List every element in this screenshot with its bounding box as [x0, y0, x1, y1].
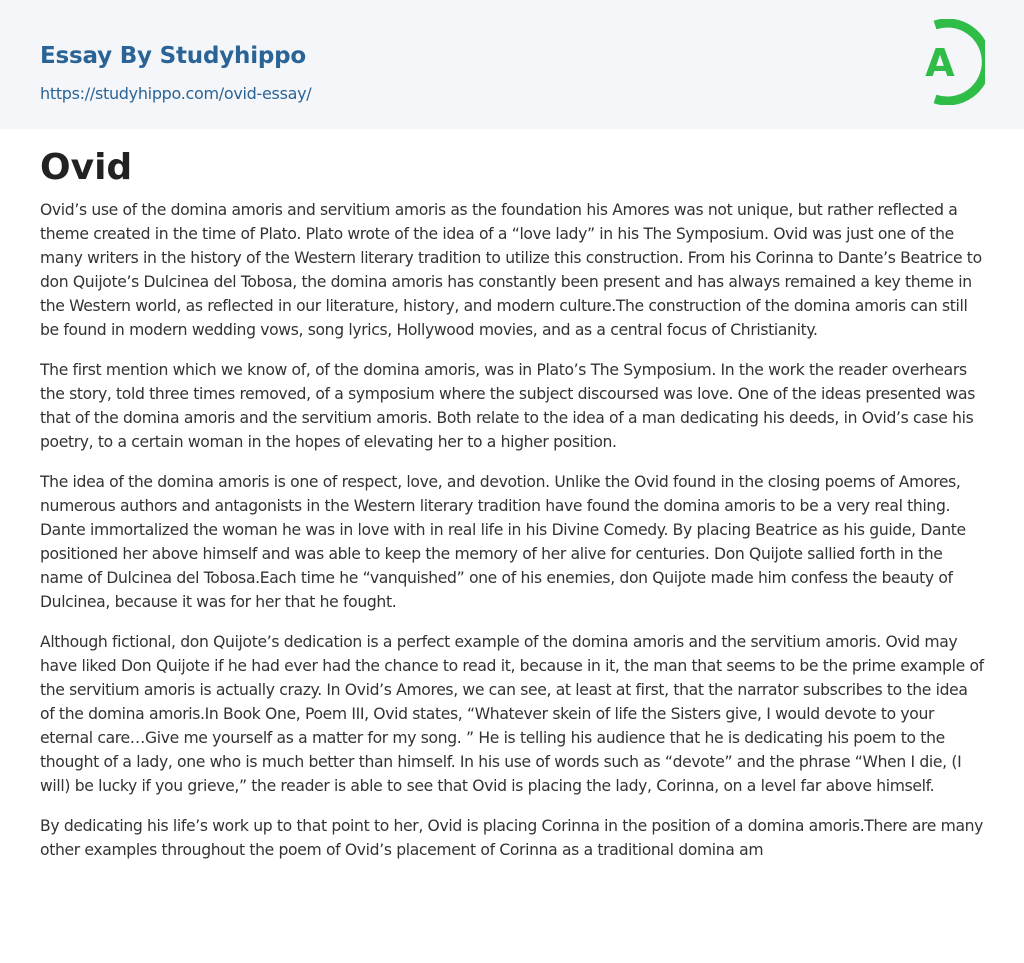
page-title: Ovid — [40, 147, 133, 188]
article-paragraph-5: By dedicating his life’s work up to that point to her, Ovid is placing Corinna in the position of a domina amoris.There are many other examples throughout the poem of Ovid’s placement of Corinna as a traditional domina am — [40, 817, 984, 859]
article-paragraph-1: Ovid’s use of the domina amoris and servitium amoris as the foundation his Amores was not unique, but rather reflected a theme created in the time of Plato. Plato wrote of the idea of a “love lady” in his The Symposium. Ovid was just one of the many writers in the history of the Western literary tradition to utilize this construction. From his Corinna to Dante’s Beatrice to don Quijote’s Dulcinea del Tobosa, the domina amoris has constantly been present and has always remained a key theme in the Western world, as reflected in our literature, history, and modern culture.The construction of the domina amoris can still be found in modern wedding vows, song lyrics, Hollywood movies, and as a central focus of Christianity. — [40, 201, 982, 339]
logo-letter: A — [925, 41, 955, 85]
article-paragraph-2: The first mention which we know of, of the domina amoris, was in Plato’s The Symposium. In the work the reader overhears the story, told three times removed, of a symposium where the subject discoursed was love. One of the ideas presented was that of the domina amoris and the servitium amoris. Both relate to the idea of a man dedicating his deeds, in Ovid’s case his poetry, to a certain woman in the hopes of elevating her to a higher position. — [40, 361, 975, 451]
article-paragraph-4: Although fictional, don Quijote’s dedication is a perfect example of the domina amoris and the servitium amoris. Ovid may have liked Don Quijote if he had ever had the chance to read it, because in it, the man that seems to be the prime example of the servitium amoris is actually crazy. In Ovid’s Amores, we can see, at least at first, that the narrator subscribes to the idea of the domina amoris.In Book One, Poem III, Ovid states, “Whatever skein of life the Sisters give, I would devote to your eternal care…Give me yourself as a matter for my song. ” He is telling his audience that he is dedicating his poem to the thought of a lady, one who is much better than himself. In his use of words such as “devote” and the phrase “When I die, (I will) be lucky if you grieve,” the reader is able to see that Ovid is placing the lady, Corinna, on a level far above himself. — [40, 633, 984, 795]
site-title[interactable]: Essay By Studyhippo — [40, 43, 307, 69]
source-url-link[interactable]: https://studyhippo.com/ovid-essay/ — [40, 84, 312, 103]
studyhippo-logo-icon[interactable] — [913, 19, 985, 105]
article-paragraph-3: The idea of the domina amoris is one of respect, love, and devotion. Unlike the Ovid found in the closing poems of Amores, numerous authors and antagonists in the Western literary tradition have found the domina amoris to be a very real thing. Dante immortalized the woman he was in love with in real life in his Divine Comedy. By placing Beatrice as his guide, Dante positioned her above himself and was able to keep the memory of her alive for centuries. Don Quijote sallied forth in the name of Dulcinea del Tobosa.Each time he “vanquished” one of his enemies, don Quijote made him confess the beauty of Dulcinea, because it was for her that he fought. — [40, 473, 966, 611]
site-header — [0, 0, 1024, 129]
article — [40, 145, 985, 878]
